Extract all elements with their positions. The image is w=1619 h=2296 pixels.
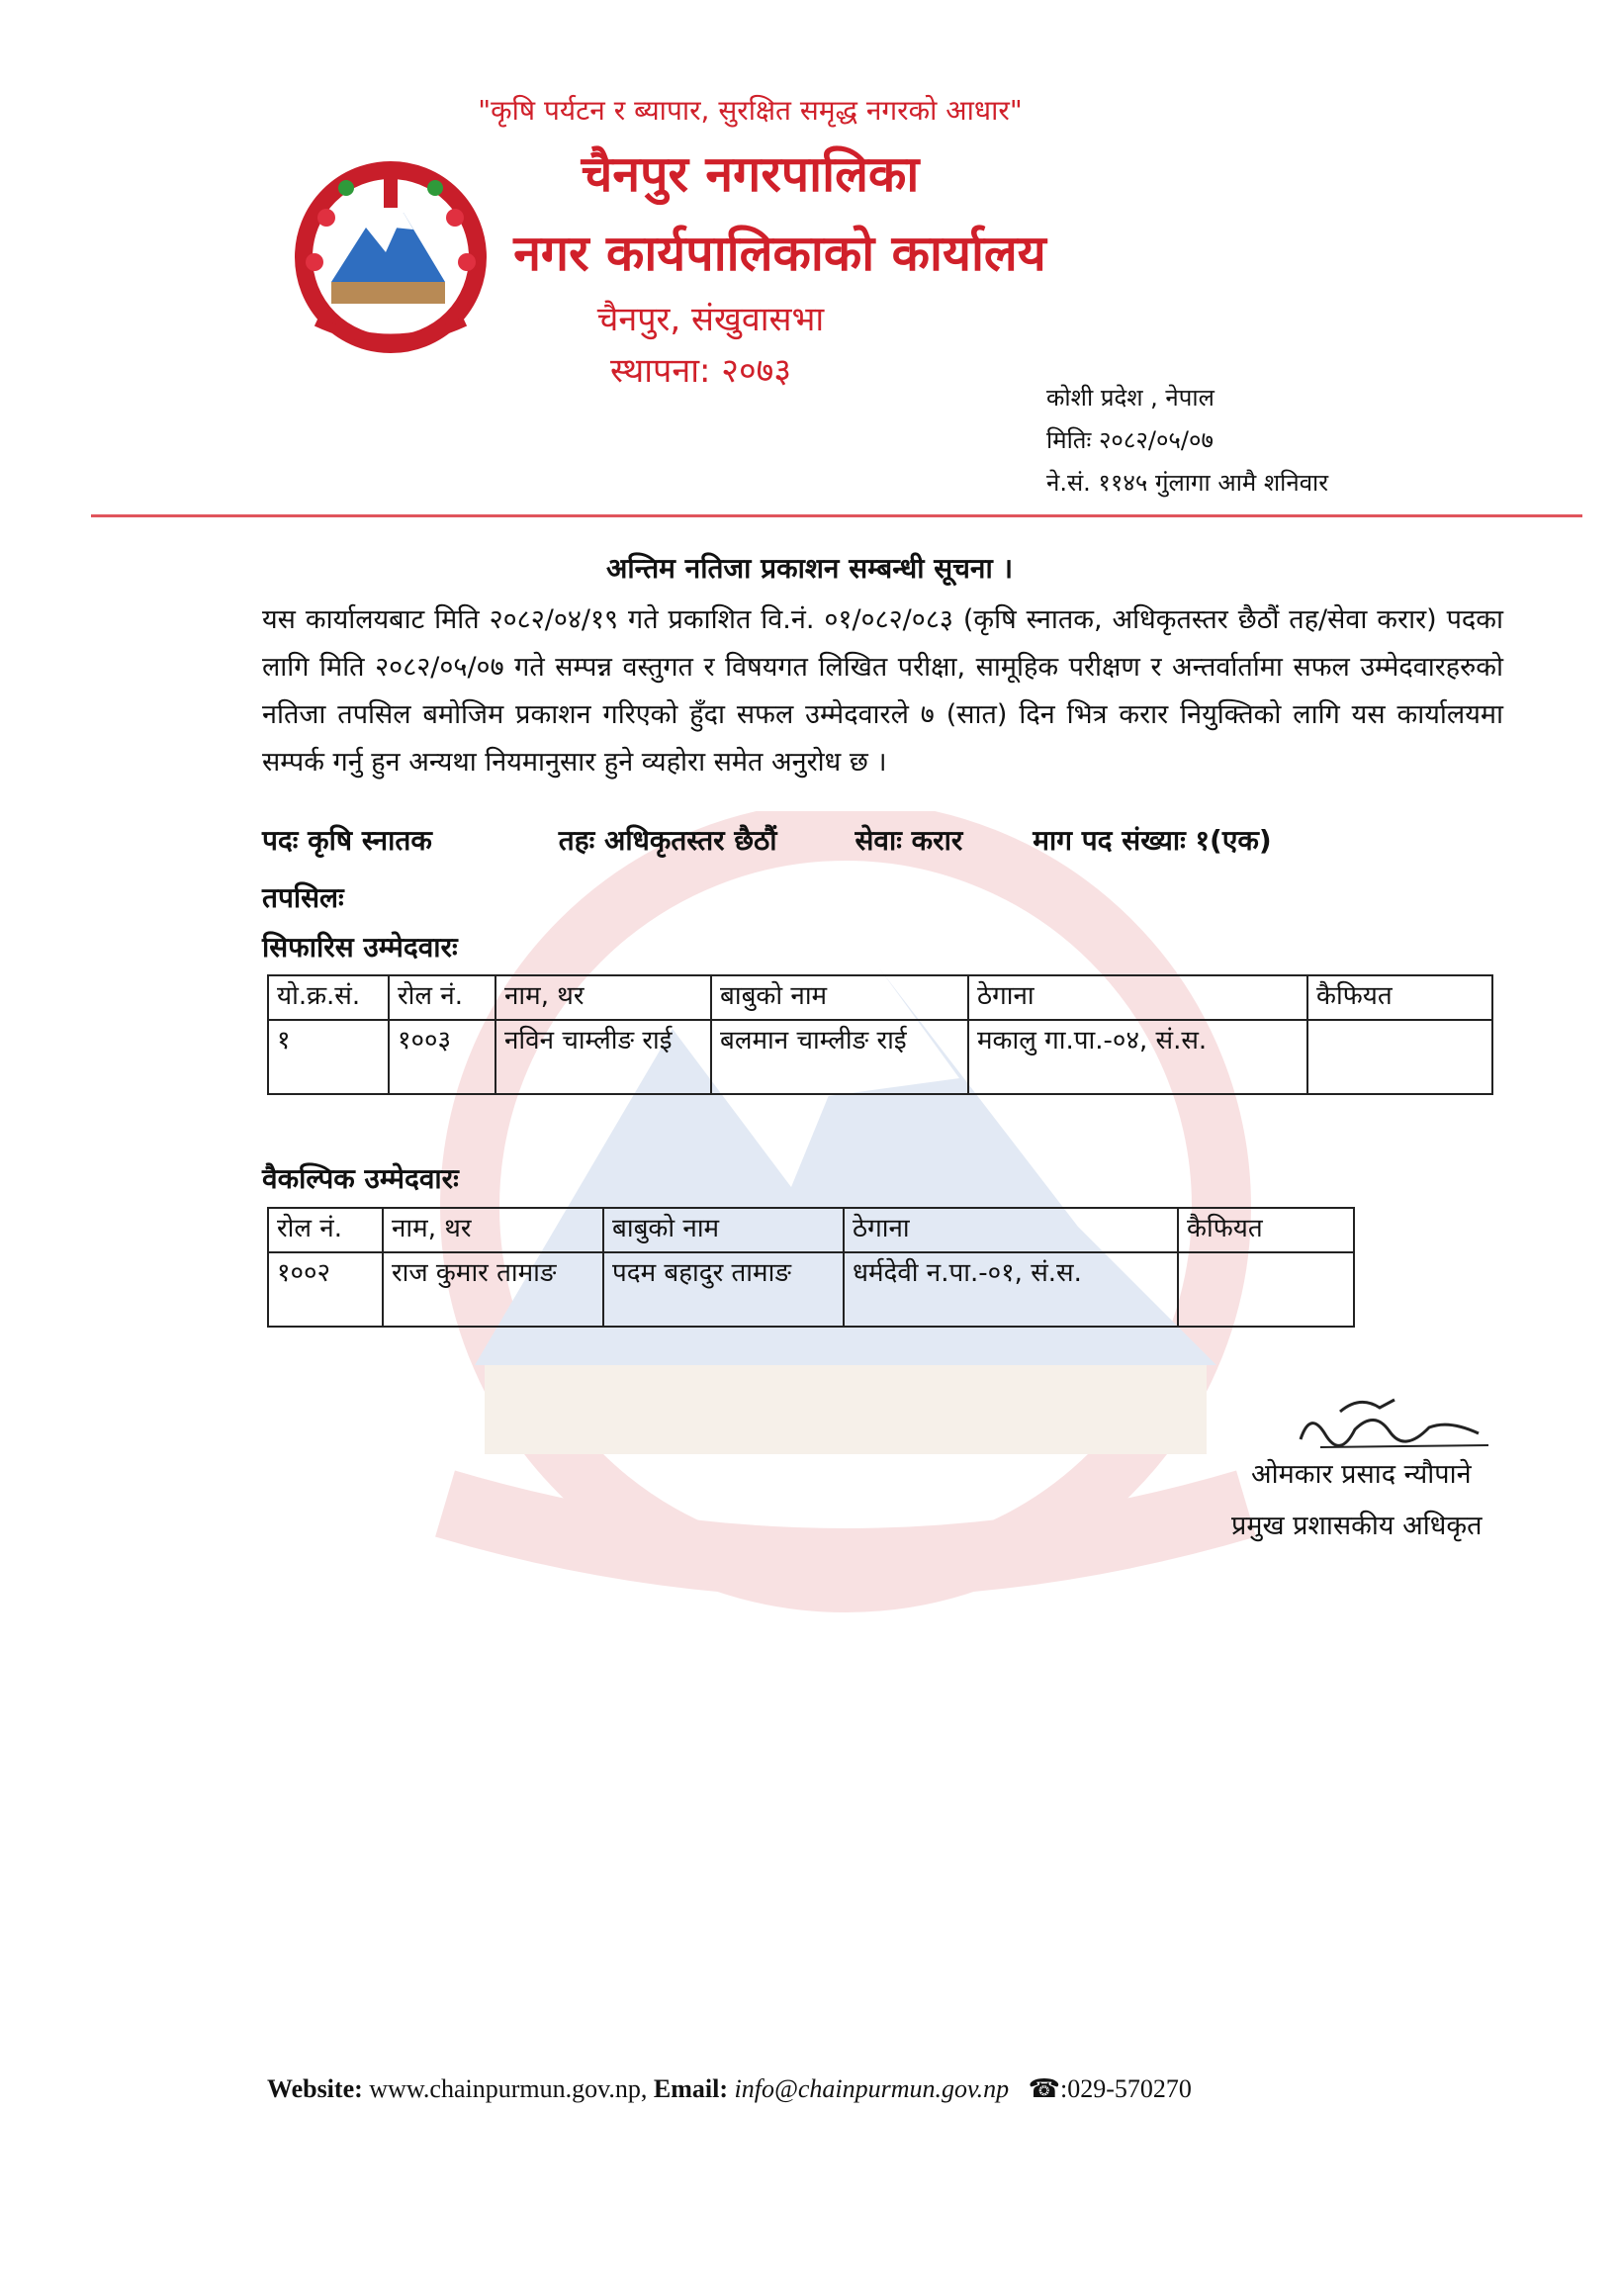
table-header-row [268, 975, 1492, 1020]
recommended-label: सिफारिस उम्मेदवारः [262, 931, 458, 964]
post-demand: माग पद संख्याः १(एक) [1033, 824, 1272, 857]
notice-title: अन्तिम नतिजा प्रकाशन सम्बन्धी सूचना । [605, 552, 1014, 585]
header-cell: बाबुको नाम [711, 975, 968, 1020]
table-row [268, 1020, 1492, 1094]
established-year: स्थापना: २०७३ [609, 351, 792, 391]
table-cell: १ [268, 1020, 389, 1094]
nepal-sambat-date: ने.सं. ११४५ गुंलागा आमै शनिवार [1046, 469, 1329, 497]
motto: "कृषि पर्यटन र ब्यापार, सुरक्षित समृद्ध नगरको आधार" [478, 94, 1023, 127]
province: कोशी प्रदेश , नेपाल [1046, 384, 1214, 412]
phone-icon: ☎ [1028, 2074, 1061, 2103]
table-header-row [268, 1208, 1354, 1252]
office-name: चैनपुर नगरपालिका [581, 145, 920, 203]
table-cell: धर्मदेवी न.पा.-०१, सं.स. [844, 1252, 1178, 1327]
header-cell: ठेगाना [844, 1208, 1178, 1252]
post-name: पदः कृषि स्नातक [262, 824, 432, 857]
header-cell: रोल नं. [389, 975, 495, 1020]
signatory-designation: प्रमुख प्रशासकीय अधिकृत [1231, 1511, 1483, 1541]
header-cell: कैफियत [1178, 1208, 1354, 1252]
schedule-label: तपसिलः [262, 881, 344, 914]
table-cell [1178, 1252, 1354, 1327]
header-cell: बाबुको नाम [603, 1208, 844, 1252]
header-cell: कैफियत [1307, 975, 1492, 1020]
signatory-name: ओमकार प्रसाद न्यौपाने [1251, 1459, 1472, 1490]
table-row [268, 1252, 1354, 1327]
header-cell: यो.क्र.सं. [268, 975, 389, 1020]
table-cell: बलमान चाम्लीङ राई [711, 1020, 968, 1094]
header-cell: नाम, थर [383, 1208, 603, 1252]
notice-body: यस कार्यालयबाट मिति २०८२/०४/१९ गते प्रकाशित वि.नं. ०१/०८२/०८३ (कृषि स्नातक, अधिकृतस्तर छैठौं तह/सेवा करार) पदका लागि मिति २०८२/०५/०७ गते सम्पन्न वस्तुगत र विषयगत लिखित परीक्षा, सामूहिक परीक्षण र अन्तर्वार्तामा सफल उम्मेदवारहरुको नतिजा तपसिल बमोजिम प्रकाशन गरिएको हुँदा सफल उम्मेदवारले ७ (सात) दिन भित्र करार नियुक्तिको लागि यस कार्यालयमा सम्पर्क गर्नु हुन अन्यथा नियमानुसार हुने व्यहोरा समेत अनुरोध छ । [262, 604, 1503, 778]
table-cell: राज कुमार तामाङ [383, 1252, 603, 1327]
alternate-table [267, 1207, 1355, 1328]
email-label: Email: [653, 2074, 729, 2103]
header-cell: नाम, थर [495, 975, 711, 1020]
email-link[interactable]: info@chainpurmun.gov.np [734, 2074, 1010, 2103]
header-cell: रोल नं. [268, 1208, 383, 1252]
website-link[interactable]: www.chainpurmun.gov.np [369, 2074, 641, 2103]
signature [1281, 1390, 1498, 1459]
phone-number: :029-570270 [1060, 2074, 1192, 2103]
header-cell: ठेगाना [968, 975, 1307, 1020]
table-cell [1307, 1020, 1492, 1094]
post-service: सेवाः करार [854, 824, 963, 857]
alternate-label: वैकल्पिक उम्मेदवारः [262, 1162, 459, 1195]
recommended-table [267, 974, 1493, 1095]
header-divider [91, 514, 1582, 517]
office-location: चैनपुर, संखुवासभा [596, 300, 825, 339]
post-details [262, 821, 1272, 859]
office-subtitle: नगर कार्यपालिकाको कार्यालय [513, 225, 1046, 282]
table-cell: पदम बहादुर तामाङ [603, 1252, 844, 1327]
table-cell: नविन चाम्लीङ राई [495, 1020, 711, 1094]
table-cell: मकालु गा.पा.-०४, सं.स. [968, 1020, 1307, 1094]
table-cell: १००२ [268, 1252, 383, 1327]
notice-date: मितिः २०८२/०५/०७ [1046, 426, 1214, 454]
table-cell: १००३ [389, 1020, 495, 1094]
website-label: Website: [267, 2074, 363, 2103]
post-level: तहः अधिकृतस्तर छैठौं [558, 824, 777, 857]
footer-contact: Website: www.chainpurmun.gov.np, Email: info@chainpurmun.gov.np ☎:029-570270 [267, 2074, 1192, 2103]
